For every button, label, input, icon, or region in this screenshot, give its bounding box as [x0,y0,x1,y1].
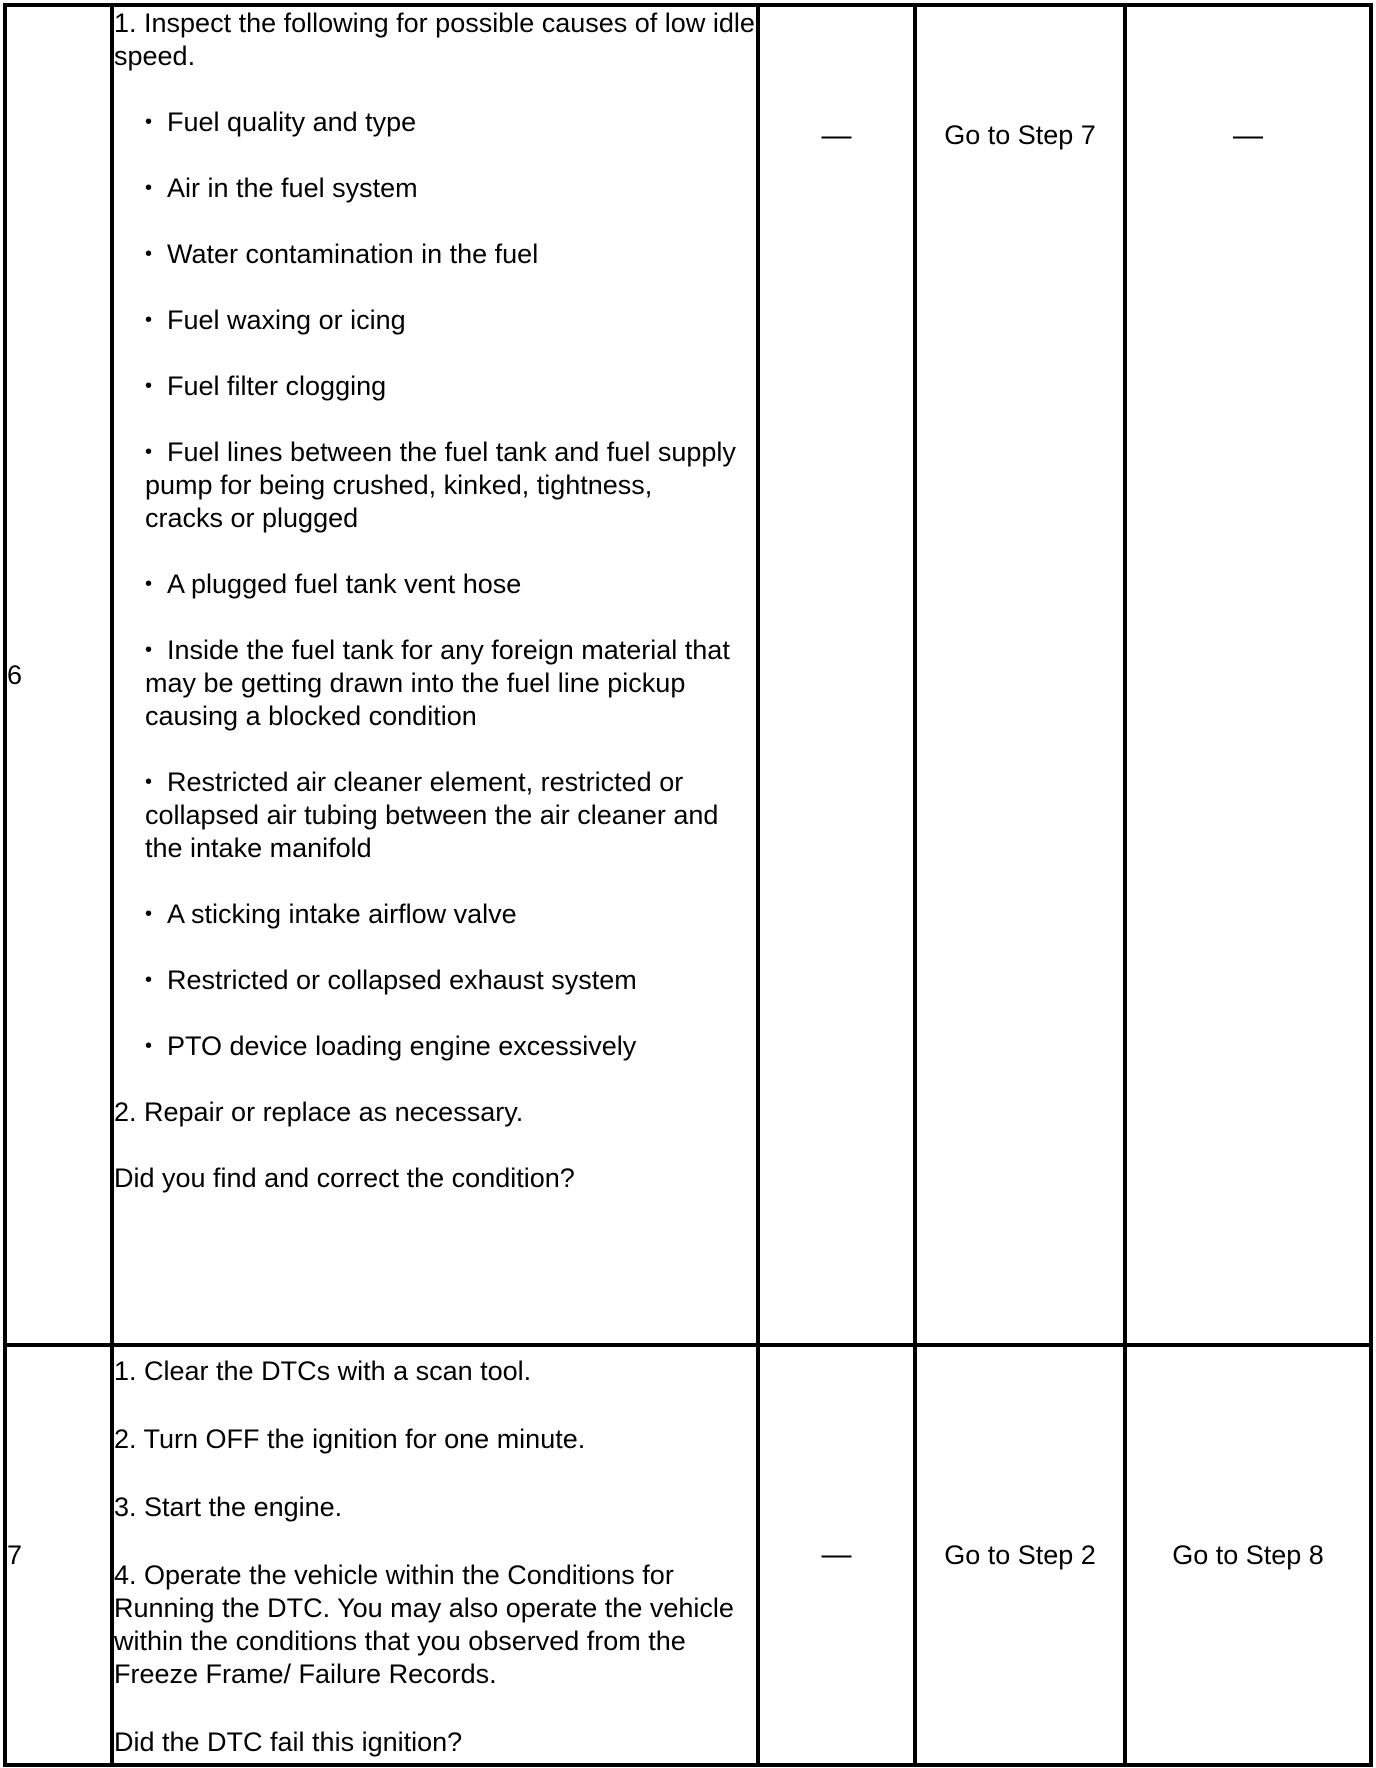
step-number: 7 [5,1345,112,1765]
question-text: Did you find and correct the condition? [114,1163,575,1193]
value-cell: — [758,5,915,1345]
list-item: • Fuel lines between the fuel tank and fuel supply pump for being crushed, kinked, tightness, cracks or plugged [145,437,736,533]
list-item: • Fuel waxing or icing [145,305,406,335]
step-number: 6 [5,5,112,1345]
list-item: • A sticking intake airflow valve [145,899,517,929]
list-item: • Restricted or collapsed exhaust system [145,965,637,995]
action-item: 4. Operate the vehicle within the Conditions for Running the DTC. You may also operate the vehicle within the conditions that you observed from the Freeze Frame/ Failure Records. [114,1560,734,1689]
table-row [5,5,1371,1345]
action-cell [112,1345,758,1765]
yes-cell: Go to Step 7 [915,5,1125,1345]
question-text: Did the DTC fail this ignition? [114,1727,463,1757]
list-item: • A plugged fuel tank vent hose [145,569,522,599]
no-cell: — [1125,5,1371,1345]
no-cell: Go to Step 8 [1125,1345,1371,1765]
action-item: 1. Clear the DTCs with a scan tool. [114,1356,532,1386]
action-intro: 1. Inspect the following for possible causes of low idle speed. [114,8,755,71]
action-cell [112,5,758,1345]
action-item: 2. Turn OFF the ignition for one minute. [114,1424,586,1454]
list-item: • PTO device loading engine excessively [145,1031,637,1061]
value-cell: — [758,1345,915,1765]
list-item: • Air in the fuel system [145,173,418,203]
list-item: • Restricted air cleaner element, restricted or collapsed air tubing between the air cleaner and the intake manifold [145,767,719,863]
action-item: 3. Start the engine. [114,1492,343,1522]
yes-cell: Go to Step 2 [915,1345,1125,1765]
list-item: • Fuel filter clogging [145,371,387,401]
list-item: • Water contamination in the fuel [145,239,539,269]
list-item: • Inside the fuel tank for any foreign material that may be getting drawn into the fuel line pickup causing a blocked condition [145,635,730,731]
table-row [5,1345,1371,1765]
inspection-list [114,106,756,1063]
list-item: • Fuel quality and type [145,107,417,137]
diagnostic-table [3,3,1373,1767]
repair-instruction: 2. Repair or replace as necessary. [114,1097,524,1127]
